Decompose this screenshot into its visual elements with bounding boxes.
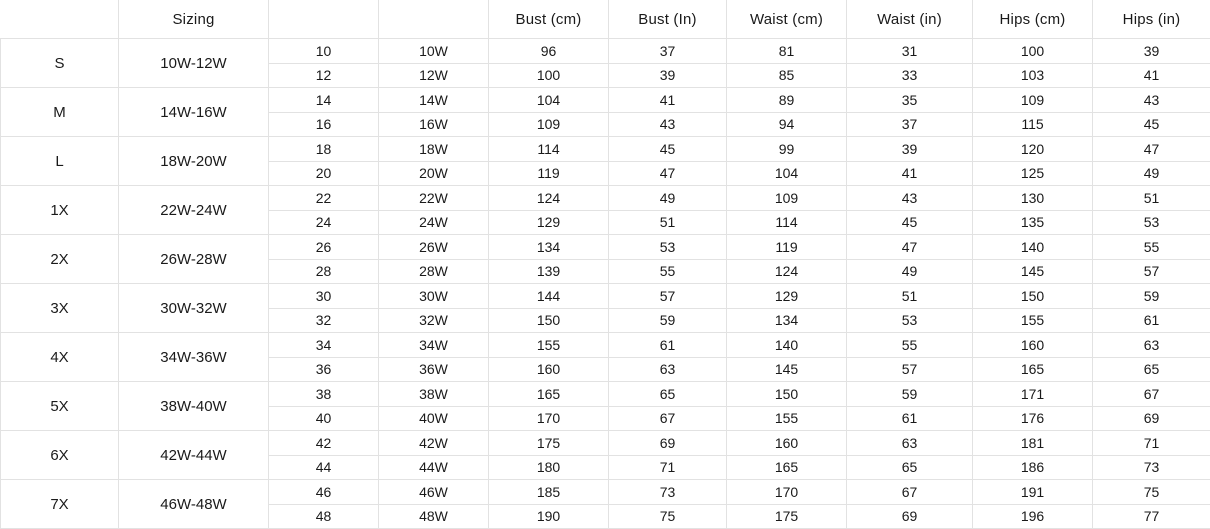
numeric-size-cell: 12 [269,63,379,88]
range-size-cell: 38W-40W [119,382,269,431]
header-waist-cm: Waist (cm) [727,0,847,39]
waist-cm-cell: 140 [727,333,847,358]
numeric-w-size-cell: 16W [379,112,489,137]
waist-in-cell: 33 [847,63,973,88]
bust-in-cell: 59 [609,308,727,333]
waist-cm-cell: 145 [727,357,847,382]
bust-in-cell: 75 [609,504,727,529]
bust-in-cell: 49 [609,186,727,211]
table-row [1,186,1210,211]
waist-in-cell: 37 [847,112,973,137]
letter-size-cell: L [1,137,119,186]
waist-cm-cell: 175 [727,504,847,529]
bust-in-cell: 73 [609,480,727,505]
bust-cm-cell: 139 [489,259,609,284]
hips-in-cell: 39 [1093,39,1210,64]
waist-in-cell: 51 [847,284,973,309]
numeric-size-cell: 46 [269,480,379,505]
table-row [1,480,1210,505]
numeric-w-size-cell: 20W [379,161,489,186]
waist-in-cell: 69 [847,504,973,529]
bust-cm-cell: 170 [489,406,609,431]
hips-cm-cell: 155 [973,308,1093,333]
table-row [1,39,1210,64]
letter-size-cell: 7X [1,480,119,529]
numeric-w-size-cell: 28W [379,259,489,284]
bust-in-cell: 51 [609,210,727,235]
letter-size-cell: 4X [1,333,119,382]
numeric-size-cell: 22 [269,186,379,211]
numeric-w-size-cell: 42W [379,431,489,456]
hips-cm-cell: 186 [973,455,1093,480]
numeric-size-cell: 26 [269,235,379,260]
numeric-size-cell: 16 [269,112,379,137]
waist-cm-cell: 85 [727,63,847,88]
header-row [1,0,1210,39]
bust-in-cell: 43 [609,112,727,137]
numeric-size-cell: 32 [269,308,379,333]
bust-in-cell: 63 [609,357,727,382]
bust-in-cell: 55 [609,259,727,284]
hips-in-cell: 63 [1093,333,1210,358]
hips-in-cell: 69 [1093,406,1210,431]
hips-in-cell: 45 [1093,112,1210,137]
waist-in-cell: 45 [847,210,973,235]
numeric-w-size-cell: 10W [379,39,489,64]
bust-cm-cell: 175 [489,431,609,456]
numeric-size-cell: 14 [269,88,379,113]
header-bust-cm: Bust (cm) [489,0,609,39]
waist-in-cell: 31 [847,39,973,64]
header-blank-num [269,0,379,39]
range-size-cell: 18W-20W [119,137,269,186]
bust-cm-cell: 114 [489,137,609,162]
numeric-w-size-cell: 26W [379,235,489,260]
bust-cm-cell: 165 [489,382,609,407]
hips-in-cell: 53 [1093,210,1210,235]
bust-cm-cell: 144 [489,284,609,309]
hips-in-cell: 77 [1093,504,1210,529]
bust-in-cell: 69 [609,431,727,456]
table-row [1,382,1210,407]
waist-in-cell: 43 [847,186,973,211]
numeric-w-size-cell: 12W [379,63,489,88]
hips-in-cell: 49 [1093,161,1210,186]
numeric-size-cell: 34 [269,333,379,358]
hips-in-cell: 73 [1093,455,1210,480]
bust-cm-cell: 119 [489,161,609,186]
hips-in-cell: 51 [1093,186,1210,211]
bust-cm-cell: 124 [489,186,609,211]
waist-cm-cell: 155 [727,406,847,431]
waist-in-cell: 59 [847,382,973,407]
header-hips-in: Hips (in) [1093,0,1210,39]
header-blank [1,0,119,39]
table-row [1,137,1210,162]
numeric-w-size-cell: 14W [379,88,489,113]
letter-size-cell: 2X [1,235,119,284]
numeric-w-size-cell: 48W [379,504,489,529]
range-size-cell: 46W-48W [119,480,269,529]
bust-cm-cell: 129 [489,210,609,235]
table-body [1,39,1210,529]
waist-in-cell: 55 [847,333,973,358]
bust-in-cell: 37 [609,39,727,64]
waist-in-cell: 53 [847,308,973,333]
hips-in-cell: 71 [1093,431,1210,456]
numeric-w-size-cell: 46W [379,480,489,505]
hips-cm-cell: 115 [973,112,1093,137]
numeric-size-cell: 20 [269,161,379,186]
numeric-w-size-cell: 44W [379,455,489,480]
table-header [1,0,1210,39]
table-row [1,431,1210,456]
range-size-cell: 34W-36W [119,333,269,382]
hips-cm-cell: 150 [973,284,1093,309]
hips-in-cell: 43 [1093,88,1210,113]
header-hips-cm: Hips (cm) [973,0,1093,39]
bust-cm-cell: 104 [489,88,609,113]
numeric-size-cell: 28 [269,259,379,284]
hips-cm-cell: 109 [973,88,1093,113]
waist-cm-cell: 165 [727,455,847,480]
numeric-size-cell: 36 [269,357,379,382]
letter-size-cell: 1X [1,186,119,235]
bust-cm-cell: 160 [489,357,609,382]
numeric-size-cell: 40 [269,406,379,431]
numeric-w-size-cell: 32W [379,308,489,333]
bust-in-cell: 41 [609,88,727,113]
bust-in-cell: 45 [609,137,727,162]
hips-cm-cell: 130 [973,186,1093,211]
hips-in-cell: 55 [1093,235,1210,260]
numeric-w-size-cell: 30W [379,284,489,309]
hips-in-cell: 65 [1093,357,1210,382]
range-size-cell: 22W-24W [119,186,269,235]
hips-cm-cell: 100 [973,39,1093,64]
bust-cm-cell: 155 [489,333,609,358]
hips-cm-cell: 191 [973,480,1093,505]
waist-in-cell: 35 [847,88,973,113]
range-size-cell: 26W-28W [119,235,269,284]
hips-cm-cell: 160 [973,333,1093,358]
bust-in-cell: 65 [609,382,727,407]
range-size-cell: 30W-32W [119,284,269,333]
header-sizing: Sizing [119,0,269,39]
waist-in-cell: 41 [847,161,973,186]
hips-cm-cell: 176 [973,406,1093,431]
bust-in-cell: 47 [609,161,727,186]
hips-in-cell: 67 [1093,382,1210,407]
numeric-w-size-cell: 18W [379,137,489,162]
numeric-size-cell: 48 [269,504,379,529]
letter-size-cell: S [1,39,119,88]
waist-cm-cell: 160 [727,431,847,456]
waist-cm-cell: 104 [727,161,847,186]
numeric-size-cell: 38 [269,382,379,407]
bust-in-cell: 67 [609,406,727,431]
hips-in-cell: 41 [1093,63,1210,88]
hips-cm-cell: 103 [973,63,1093,88]
table-row [1,235,1210,260]
numeric-w-size-cell: 36W [379,357,489,382]
waist-in-cell: 65 [847,455,973,480]
bust-in-cell: 61 [609,333,727,358]
waist-cm-cell: 94 [727,112,847,137]
waist-in-cell: 47 [847,235,973,260]
letter-size-cell: 5X [1,382,119,431]
numeric-w-size-cell: 38W [379,382,489,407]
numeric-w-size-cell: 40W [379,406,489,431]
waist-cm-cell: 134 [727,308,847,333]
range-size-cell: 42W-44W [119,431,269,480]
bust-cm-cell: 96 [489,39,609,64]
table-row [1,284,1210,309]
waist-cm-cell: 124 [727,259,847,284]
waist-in-cell: 61 [847,406,973,431]
waist-cm-cell: 129 [727,284,847,309]
bust-cm-cell: 100 [489,63,609,88]
waist-cm-cell: 150 [727,382,847,407]
hips-cm-cell: 120 [973,137,1093,162]
waist-in-cell: 49 [847,259,973,284]
letter-size-cell: M [1,88,119,137]
waist-cm-cell: 109 [727,186,847,211]
waist-cm-cell: 119 [727,235,847,260]
hips-in-cell: 57 [1093,259,1210,284]
waist-cm-cell: 99 [727,137,847,162]
numeric-size-cell: 18 [269,137,379,162]
waist-cm-cell: 170 [727,480,847,505]
bust-cm-cell: 185 [489,480,609,505]
hips-in-cell: 61 [1093,308,1210,333]
waist-in-cell: 57 [847,357,973,382]
numeric-size-cell: 44 [269,455,379,480]
letter-size-cell: 6X [1,431,119,480]
hips-cm-cell: 135 [973,210,1093,235]
bust-cm-cell: 190 [489,504,609,529]
range-size-cell: 10W-12W [119,39,269,88]
hips-cm-cell: 165 [973,357,1093,382]
hips-cm-cell: 196 [973,504,1093,529]
hips-cm-cell: 181 [973,431,1093,456]
range-size-cell: 14W-16W [119,88,269,137]
table-row [1,88,1210,113]
hips-in-cell: 59 [1093,284,1210,309]
bust-in-cell: 53 [609,235,727,260]
hips-in-cell: 75 [1093,480,1210,505]
waist-in-cell: 39 [847,137,973,162]
header-waist-in: Waist (in) [847,0,973,39]
hips-cm-cell: 145 [973,259,1093,284]
header-bust-in: Bust (In) [609,0,727,39]
numeric-w-size-cell: 34W [379,333,489,358]
waist-cm-cell: 81 [727,39,847,64]
numeric-size-cell: 24 [269,210,379,235]
table-row [1,333,1210,358]
numeric-size-cell: 10 [269,39,379,64]
bust-cm-cell: 134 [489,235,609,260]
numeric-w-size-cell: 22W [379,186,489,211]
bust-in-cell: 71 [609,455,727,480]
hips-cm-cell: 171 [973,382,1093,407]
hips-cm-cell: 140 [973,235,1093,260]
header-blank-numw [379,0,489,39]
hips-cm-cell: 125 [973,161,1093,186]
numeric-w-size-cell: 24W [379,210,489,235]
bust-cm-cell: 109 [489,112,609,137]
bust-in-cell: 57 [609,284,727,309]
waist-in-cell: 63 [847,431,973,456]
letter-size-cell: 3X [1,284,119,333]
hips-in-cell: 47 [1093,137,1210,162]
bust-cm-cell: 180 [489,455,609,480]
bust-in-cell: 39 [609,63,727,88]
waist-cm-cell: 114 [727,210,847,235]
waist-cm-cell: 89 [727,88,847,113]
numeric-size-cell: 42 [269,431,379,456]
numeric-size-cell: 30 [269,284,379,309]
bust-cm-cell: 150 [489,308,609,333]
waist-in-cell: 67 [847,480,973,505]
